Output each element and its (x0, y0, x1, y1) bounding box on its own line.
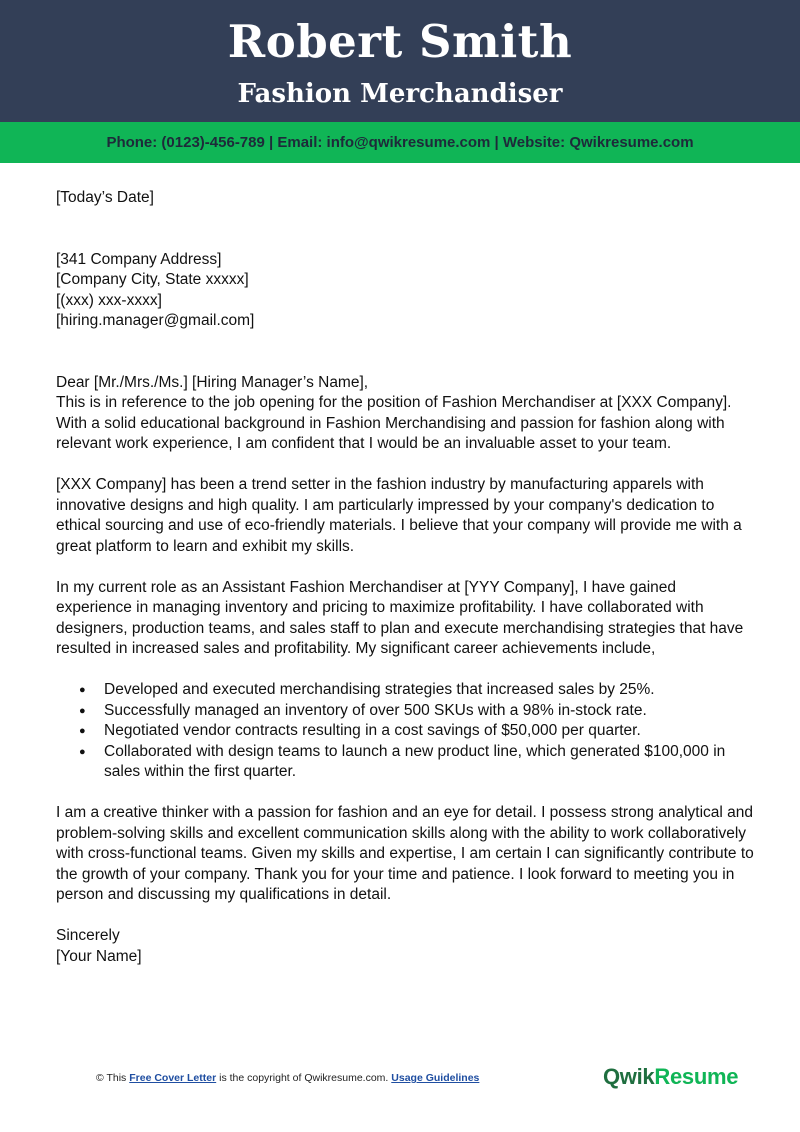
usage-guidelines-link[interactable]: Usage Guidelines (391, 1072, 480, 1084)
job-title: Fashion Merchandiser (237, 79, 563, 109)
list-item: ● Successfully managed an inventory of over 500 SKUs with a 98% in-stock rate. (56, 701, 756, 722)
copyright-prefix: © This (96, 1072, 127, 1084)
address-line: [Company City, State xxxxx] (56, 271, 249, 288)
paragraph-closing: I am a creative thinker with a passion for fashion and an eye for detail. I possess strong analytical and problem-solving skills and excellent communication skills along with the ability to work collaboratively with cross-functional teams. Given my skills and expertise, I am certain I can significantly contribute to the growth of your company. Thank you for your time and patience. I look forward to meeting you in person and discussing my qualifications in detail. (56, 804, 754, 903)
address-line: [hiring.manager@gmail.com] (56, 312, 255, 329)
salutation: Dear [Mr./Mrs./Ms.] [Hiring Manager’s Name], (56, 373, 369, 391)
list-item: ● Negotiated vendor contracts resulting in a cost savings of $50,000 per quarter. (56, 721, 756, 742)
achievements-list (56, 680, 756, 783)
contact-bar: Phone: (0123)-456-789 | Email: info@qwikresume.com | Website: Qwikresume.com (0, 122, 800, 163)
paragraph-intro: This is in reference to the job opening for the position of Fashion Merchandiser at [XXX Company]. With a solid educational background in Fashion Merchandising and passion for fashion along with relevant work experience, I am confident that I would be an invaluable asset to your team. (56, 394, 732, 452)
header-banner (0, 0, 800, 122)
logo-part-qwik: Qwik (603, 1064, 655, 1089)
qwikresume-logo[interactable] (603, 1063, 738, 1091)
address-line: [(xxx) xxx-xxxx] (56, 291, 162, 309)
closing: Sincerely (56, 927, 120, 944)
signature: [Your Name] (56, 947, 142, 965)
applicant-name: Robert Smith (227, 15, 573, 68)
list-item: ● Collaborated with design teams to launch a new product line, which generated $100,000 in sales within the first quarter. (56, 742, 756, 783)
copyright-footer (96, 1071, 479, 1085)
address-line: [341 Company Address] (56, 250, 222, 268)
recipient-address (56, 250, 756, 332)
letter-body (56, 188, 756, 967)
logo-part-resume: Resume (654, 1064, 739, 1089)
letter-date: [Today’s Date] (56, 189, 154, 206)
copyright-text: is the copyright of Qwikresume.com. (219, 1072, 389, 1084)
paragraph-experience: In my current role as an Assistant Fashion Merchandiser at [YYY Company], I have gained experience in managing inventory and pricing to maximize profitability. I have collaborated with designers, production teams, and sales staff to plan and execute merchandising strategies that have resulted in increased sales and profitability. My significant career achievements include, (56, 578, 744, 657)
free-cover-letter-link[interactable]: Free Cover Letter (129, 1072, 217, 1084)
paragraph-company: [XXX Company] has been a trend setter in the fashion industry by manufacturing apparels with innovative designs and high quality. I am particularly impressed by your company's dedication to ethical sourcing and use of eco-friendly materials. I believe that your company will provide me with a great platform to learn and exhibit my skills. (56, 476, 742, 555)
list-item: ● Developed and executed merchandising strategies that increased sales by 25%. (56, 680, 756, 701)
